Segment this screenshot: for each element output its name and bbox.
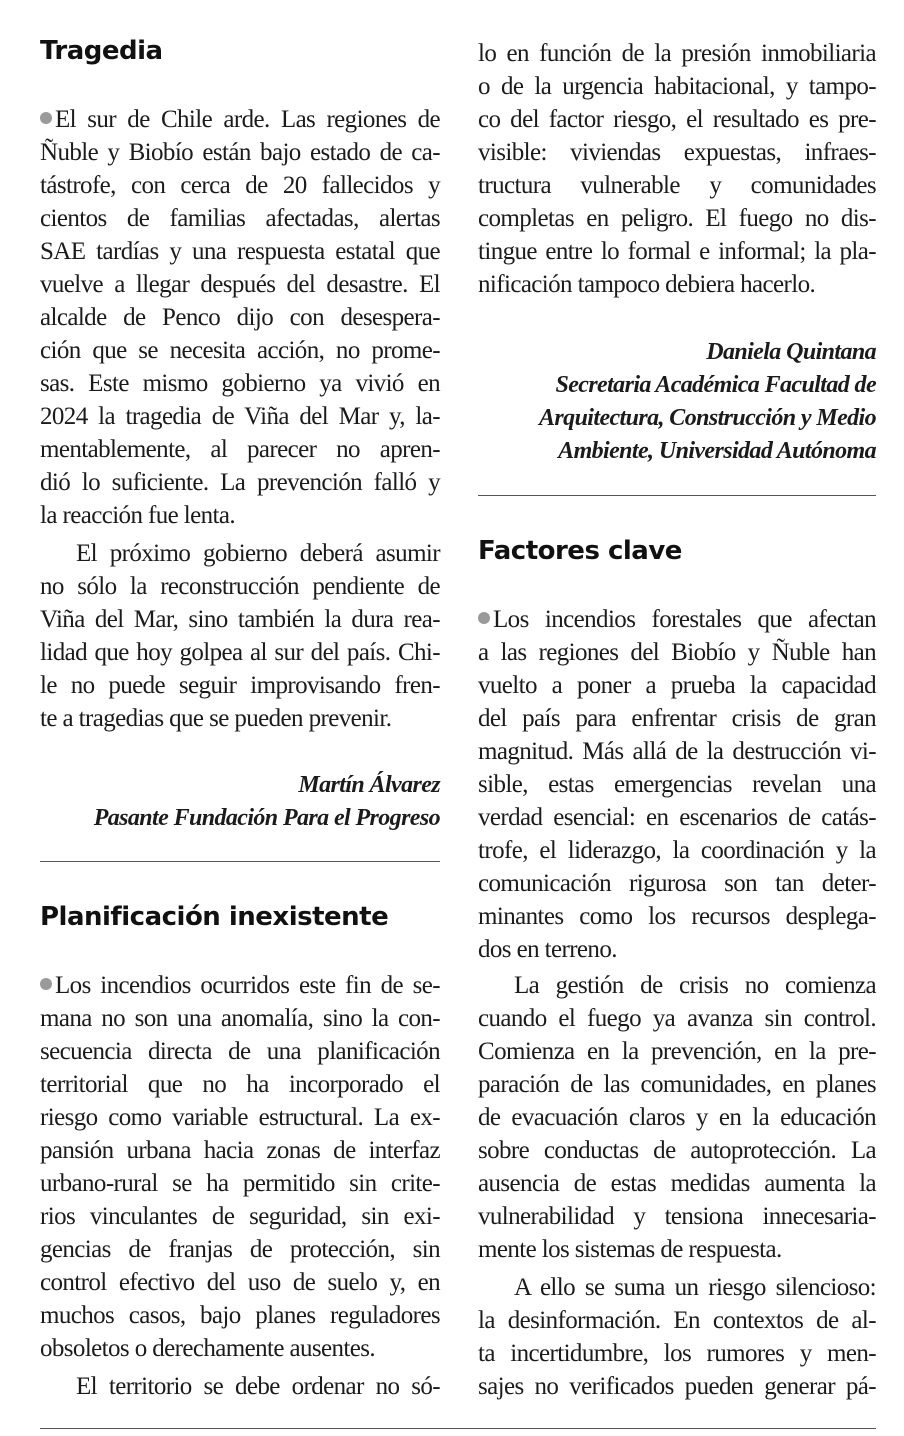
paragraph-line: dió lo suficiente. La prevención falló y — [40, 469, 440, 496]
paragraph-line: le no puede seguir improvisando fren- — [40, 672, 440, 699]
paragraph-line: alcalde de Penco dijo con desespera- — [40, 304, 440, 331]
paragraph-line: ausencia de estas medidas aumenta la — [478, 1170, 876, 1197]
paragraph-line: mana no son una anomalía, sino la con- — [40, 1005, 440, 1032]
paragraph-line: co del factor riesgo, el resultado es pre- — [478, 106, 876, 133]
paragraph-line: lidad que hoy golpea al sur del país. Chi- — [40, 639, 440, 666]
paragraph-line: sobre conductas de autoprotección. La — [478, 1137, 876, 1164]
paragraph-line: Comienza en la prevención, en la pre- — [478, 1038, 876, 1065]
paragraph-line: visible: viviendas expuestas, infraes- — [478, 139, 876, 166]
paragraph-line: completas en peligro. El fuego no dis- — [478, 205, 876, 232]
paragraph-line: tástrofe, con cerca de 20 fallecidos y — [40, 172, 440, 199]
paragraph-line: la desinformación. En contextos de al- — [478, 1307, 876, 1334]
paragraph-line: vulnerabilidad y tensiona innecesaria- — [478, 1203, 876, 1230]
author-name: Martín Álvarez — [298, 772, 440, 798]
paragraph-line: gencias de franjas de protección, sin — [40, 1236, 440, 1263]
paragraph-line: magnitud. Más allá de la destrucción vi- — [478, 738, 876, 765]
paragraph-line: nificación tampoco debiera hacerlo. — [478, 271, 816, 298]
paragraph-line: vuelto a poner a prueba la capacidad — [478, 672, 876, 699]
paragraph-line: comunicación rigurosa son tan deter- — [478, 870, 876, 897]
paragraph-line: SAE tardías y una respuesta estatal que — [40, 238, 440, 265]
heading-planificacion: Planificación inexistente — [40, 902, 389, 932]
author-role-line: Secretaria Académica Facultad de — [555, 372, 876, 398]
paragraph-line: a las regiones del Biobío y Ñuble han — [478, 639, 876, 666]
paragraph-line: sible, estas emergencias revelan una — [478, 771, 876, 798]
paragraph-line: mente los sistemas de respuesta. — [478, 1236, 782, 1263]
paragraph-line: o de la urgencia habitacional, y tampo- — [478, 73, 876, 100]
paragraph-line: secuencia directa de una planificación — [40, 1038, 440, 1065]
paragraph-line: rios vinculantes de seguridad, sin exi- — [40, 1203, 440, 1230]
paragraph-line: Viña del Mar, sino también la dura rea- — [40, 606, 440, 633]
paragraph-line: ta incertidumbre, los rumores y men- — [478, 1340, 876, 1367]
paragraph-line: territorial que no ha incorporado el — [40, 1071, 440, 1098]
paragraph-line: verdad esencial: en escenarios de catás- — [478, 804, 876, 831]
paragraph-line: cuando el fuego ya avanza sin control. — [478, 1005, 876, 1032]
paragraph-line: El próximo gobierno deberá asumir — [76, 540, 440, 567]
paragraph-line: riesgo como variable estructural. La ex- — [40, 1104, 440, 1131]
paragraph-line: lo en función de la presión inmobiliaria — [478, 40, 876, 67]
heading-factores-clave: Factores clave — [478, 536, 682, 566]
paragraph-line: ción que se necesita acción, no prome- — [40, 337, 440, 364]
paragraph-line: A ello se suma un riesgo silencioso: — [514, 1274, 876, 1301]
paragraph-line: vuelve a llegar después del desastre. El — [40, 271, 440, 298]
paragraph-line: 2024 la tragedia de Viña del Mar y, la- — [40, 403, 440, 430]
paragraph-line: La gestión de crisis no comienza — [514, 972, 876, 999]
paragraph-line: Los incendios forestales que afectan — [478, 603, 876, 636]
paragraph-line: minantes como los recursos desplega- — [478, 903, 876, 930]
paragraph-line: control efectivo del uso de suelo y, en — [40, 1269, 440, 1296]
paragraph-line: de evacuación claros y en la educación — [478, 1104, 876, 1131]
paragraph-line: la reacción fue lenta. — [40, 502, 236, 529]
paragraph-line: El territorio se debe ordenar no só- — [76, 1373, 440, 1400]
section-divider — [478, 495, 876, 496]
bullet-icon — [40, 112, 52, 124]
paragraph-line: Los incendios ocurridos este fin de se- — [40, 969, 440, 1002]
paragraph-line: Ñuble y Biobío están bajo estado de ca- — [40, 139, 440, 166]
paragraph-line: mentablemente, al parecer no apren- — [40, 436, 440, 463]
paragraph-line: trofe, el liderazgo, la coordinación y la — [478, 837, 876, 864]
paragraph-line: paración de las comunidades, en planes — [478, 1071, 876, 1098]
paragraph-line: dos en terreno. — [478, 936, 617, 963]
paragraph-line: sas. Este mismo gobierno ya vivió en — [40, 370, 440, 397]
author-name: Daniela Quintana — [706, 339, 876, 365]
paragraph-line: tingue entre lo formal e informal; la pla- — [478, 238, 876, 265]
paragraph-line: del país para enfrentar crisis de gran — [478, 705, 876, 732]
page-bottom-rule — [40, 1428, 876, 1429]
paragraph-line: no sólo la reconstrucción pendiente de — [40, 573, 440, 600]
paragraph-line: te a tragedias que se pueden prevenir. — [40, 705, 392, 732]
paragraph-line: tructura vulnerable y comunidades — [478, 172, 876, 199]
paragraph-line: El sur de Chile arde. Las regiones de — [40, 103, 440, 136]
author-role: Pasante Fundación Para el Progreso — [93, 805, 440, 831]
paragraph-line: sajes no verificados pueden generar pá- — [478, 1373, 876, 1400]
author-role-line: Arquitectura, Construcción y Medio — [539, 405, 876, 431]
paragraph-line: muchos casos, bajo planes reguladores — [40, 1302, 440, 1329]
bullet-icon — [40, 978, 52, 990]
paragraph-line: cientos de familias afectadas, alertas — [40, 205, 440, 232]
paragraph-line: urbano-rural se ha permitido sin crite- — [40, 1170, 440, 1197]
section-divider — [40, 861, 440, 862]
paragraph-line: pansión urbana hacia zonas de interfaz — [40, 1137, 440, 1164]
author-role-line: Ambiente, Universidad Autónoma — [558, 438, 876, 464]
paragraph-line: obsoletos o derechamente ausentes. — [40, 1335, 376, 1362]
heading-tragedia: Tragedia — [40, 36, 163, 66]
bullet-icon — [478, 612, 490, 624]
